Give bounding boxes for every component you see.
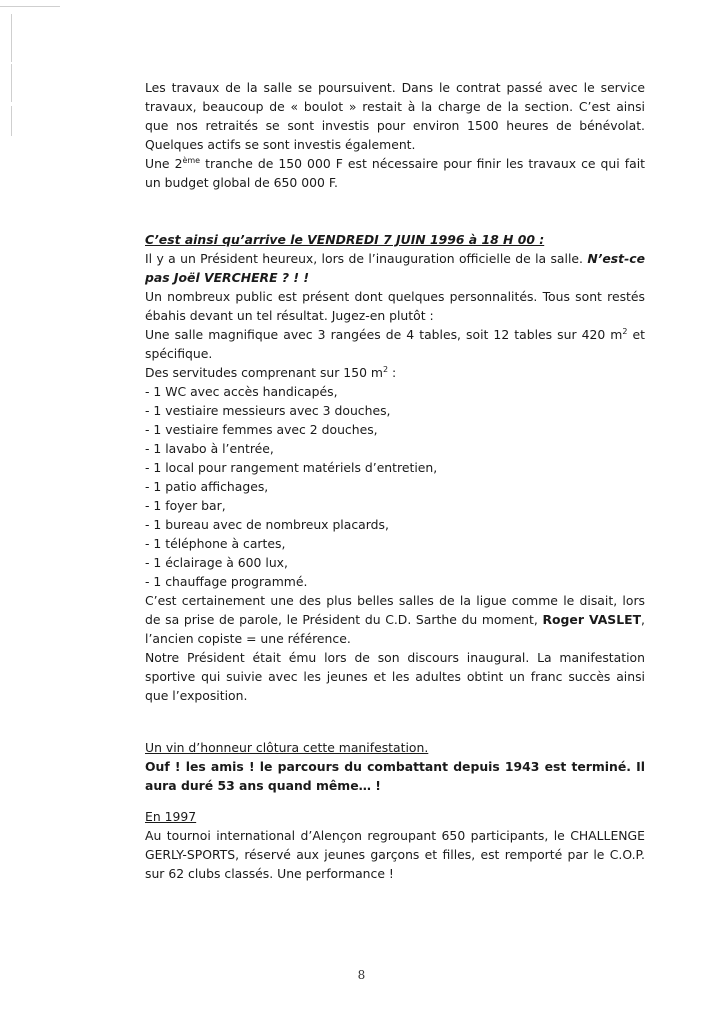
paragraph-discours: Notre Président était ému lors de son discours inaugural. La manifestation sportive qui suivie avec les jeunes et les adultes obtint un franc succès ainsi que l’exposition. xyxy=(145,650,645,703)
paragraph-servitudes: Des servitudes comprenant sur 150 $m^2$ : xyxy=(145,364,397,380)
list-item: - 1 local pour rangement matériels d’entretien, xyxy=(145,460,438,475)
list-item: - 1 foyer bar, xyxy=(145,498,226,513)
paragraph-vaslet: C’est certainement une des plus belles salles de la ligue comme le disait, lors de sa prise de parole, le Président du C.D. Sarthe du moment, Roger VASLET, l’ancien copiste = une référence. xyxy=(145,593,645,646)
paragraph-salle: Une salle magnifique avec 3 rangées de 4 tables, soit 12 tables sur 420 $m^2$ et spécifique. xyxy=(145,326,646,361)
scan-edge-mark xyxy=(11,106,12,136)
scan-edge-mark xyxy=(0,6,60,7)
list-item: - 1 lavabo à l’entrée, xyxy=(145,441,274,456)
paragraph-tranche: Une 2ème tranche de 150 000 F est nécessaire pour finir les travaux ce qui fait un budget global de 650 000 F. xyxy=(145,155,645,190)
list-item: - 1 vestiaire femmes avec 2 douches, xyxy=(145,422,378,437)
list-item: - 1 téléphone à cartes, xyxy=(145,536,286,551)
page-number: 8 xyxy=(357,968,366,982)
list-item: - 1 éclairage à 600 lux, xyxy=(145,555,288,570)
emphasis-verchere: N’est-ce pas Joël VERCHERE ? ! ! xyxy=(145,251,645,285)
list-item: - 1 vestiaire messieurs avec 3 douches, xyxy=(145,403,391,418)
document-body xyxy=(145,78,645,883)
vin-heading: Un vin d’honneur clôtura cette manifestation. xyxy=(145,740,429,755)
inauguration-heading: C’est ainsi qu’arrive le VENDREDI 7 JUIN 1996 à 18 H 00 : xyxy=(145,232,545,247)
paragraph-president: Il y a un Président heureux, lors de l’inauguration officielle de la salle. N’est-ce pas Joël VERCHERE ? ! ! xyxy=(145,251,645,285)
paragraph-challenge: Au tournoi international d’Alençon regroupant 650 participants, le CHALLENGE GERLY-SPORTS, réservé aux jeunes garçons et filles, est remporté par le C.O.P. sur 62 clubs classés. Une performance ! xyxy=(145,828,645,881)
scan-edge-mark xyxy=(11,14,12,62)
superscript: ème xyxy=(182,155,201,165)
list-item: - 1 bureau avec de nombreux placards, xyxy=(145,517,389,532)
scan-edge-mark xyxy=(11,64,12,102)
superscript: 2 xyxy=(622,326,628,336)
paragraph-public: Un nombreux public est présent dont quelques personnalités. Tous sont restés ébahis devant un tel résultat. Jugez-en plutôt : xyxy=(145,289,645,323)
paragraph-travaux: Les travaux de la salle se poursuivent. Dans le contrat passé avec le service travaux, beaucoup de « boulot » restait à la charge de la section. C’est ainsi que nos retraités se sont investis pour environ 1500 heures de bénévolat. Quelques actifs se sont investis également. xyxy=(145,80,645,152)
list-item: - 1 patio affichages, xyxy=(145,479,269,494)
name-vaslet: Roger VASLET xyxy=(542,612,642,627)
year-heading: En 1997 xyxy=(145,809,197,824)
servitudes-list xyxy=(145,382,645,591)
superscript: 2 xyxy=(382,364,389,374)
list-item: - 1 WC avec accès handicapés, xyxy=(145,384,338,399)
paragraph-ouf: Ouf ! les amis ! le parcours du combattant depuis 1943 est terminé. Il aura duré 53 ans quand même… ! xyxy=(145,759,645,793)
list-item: - 1 chauffage programmé. xyxy=(145,574,308,589)
